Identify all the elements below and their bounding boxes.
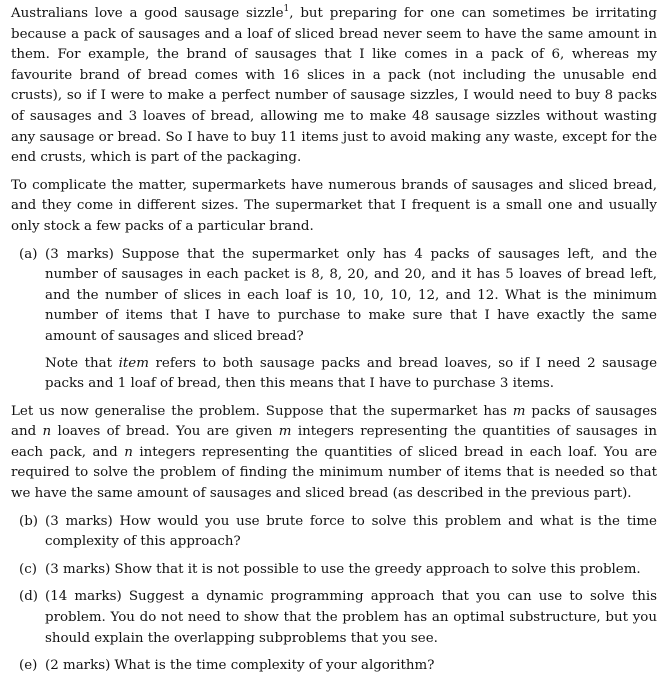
note-text-rest: refers to both sausage packs and bread loaves, so if I need 2 sausage packs and 1 loaf of bread, then this means that I have to purchase 3 items. <box>45 355 658 392</box>
part-body <box>41 587 657 649</box>
generalise-text: integers representing the quantities of sliced bread in each loaf. You are required to solve the problem of finding the minimum number of items that is needed so that we have the same amount of sausages and sliced bread (as described in the previous part). <box>11 444 657 502</box>
part-label: (b) <box>19 513 39 529</box>
math-n: n <box>124 444 133 460</box>
note-emphasis: item <box>118 355 149 371</box>
part-a <box>11 245 657 395</box>
generalise-text: integers representing the quantities of sausages in each pack, and <box>11 424 658 460</box>
part-body <box>41 245 657 395</box>
part-label: (c) <box>19 561 37 577</box>
math-m: m <box>512 403 526 419</box>
part-text: (14 marks) Suggest a dynamic programming approach that you can use to solve this problem. You do not need to show that the problem has an optimal substructure, but you should explain the overlapping subproblems that you see. <box>45 589 657 646</box>
intro-text-rest: , but preparing for one can sometimes be irritating because a pack of sausages and a loaf of sliced bread never seem to have the same amount in them. For example, the brand of sausages that I like comes in a pack of 6, whereas my favourite brand of bread comes with 16 slices in a pack (not including the unusable end crusts), so if I were to make a perfect number of sausage sizzles, I would need to buy 8 packs of sausages and 3 loaves of bread, allowing me to make 48 sausage sizzles without wasting any sausage or bread. So I have to buy 11 items just to avoid making any waste, except for the end crusts, which is part of the packaging. <box>11 6 657 166</box>
part-a-text: (3 marks) Suppose that the supermarket only has 4 packs of sausages left, and the number of sausages in each packet is 8, 8, 20, and 20, and it has 5 loaves of bread left, and the number of slices in each loaf is 10, 10, 10, 12, and 12. What is the minimum number of items that I have to purchase to make sure that I have exactly the same amount of sausages and sliced bread? <box>45 246 657 344</box>
part-label: (e) <box>19 658 38 674</box>
note-text: Note that <box>45 355 119 371</box>
part-label: (d) <box>19 589 39 605</box>
math-m: m <box>278 424 292 440</box>
generalise-text: Let us now generalise the problem. Suppose that the supermarket has <box>11 403 513 419</box>
part-e <box>11 656 657 677</box>
part-text: (3 marks) How would you use brute force to solve this problem and what is the time complexity of this approach? <box>45 513 657 550</box>
intro-paragraph <box>11 4 657 169</box>
part-text: (3 marks) Show that it is not possible to use the greedy approach to solve this problem. <box>45 561 641 577</box>
part-body <box>41 512 657 553</box>
generalise-paragraph <box>11 402 657 505</box>
part-d <box>11 587 657 649</box>
part-label: (a) <box>19 246 38 262</box>
part-a-note <box>45 354 657 395</box>
part-body <box>41 560 657 581</box>
intro-text-start: Australians love a good sausage sizzle <box>11 6 284 21</box>
math-n: n <box>42 424 52 440</box>
footnote-marker: 1 <box>283 4 290 14</box>
part-c <box>11 560 657 581</box>
generalise-text: loaves of bread. You are given <box>51 424 279 440</box>
part-body <box>41 656 657 677</box>
part-text: (2 marks) What is the time complexity of your algorithm? <box>45 658 435 674</box>
generalise-text: packs of sausages and <box>11 403 657 440</box>
part-b <box>11 512 657 553</box>
complication-paragraph: To complicate the matter, supermarkets have numerous brands of sausages and sliced bread, and they come in different sizes. The supermarket that I frequent is a small one and usually only stock a few packs of a particular brand. <box>11 177 657 234</box>
